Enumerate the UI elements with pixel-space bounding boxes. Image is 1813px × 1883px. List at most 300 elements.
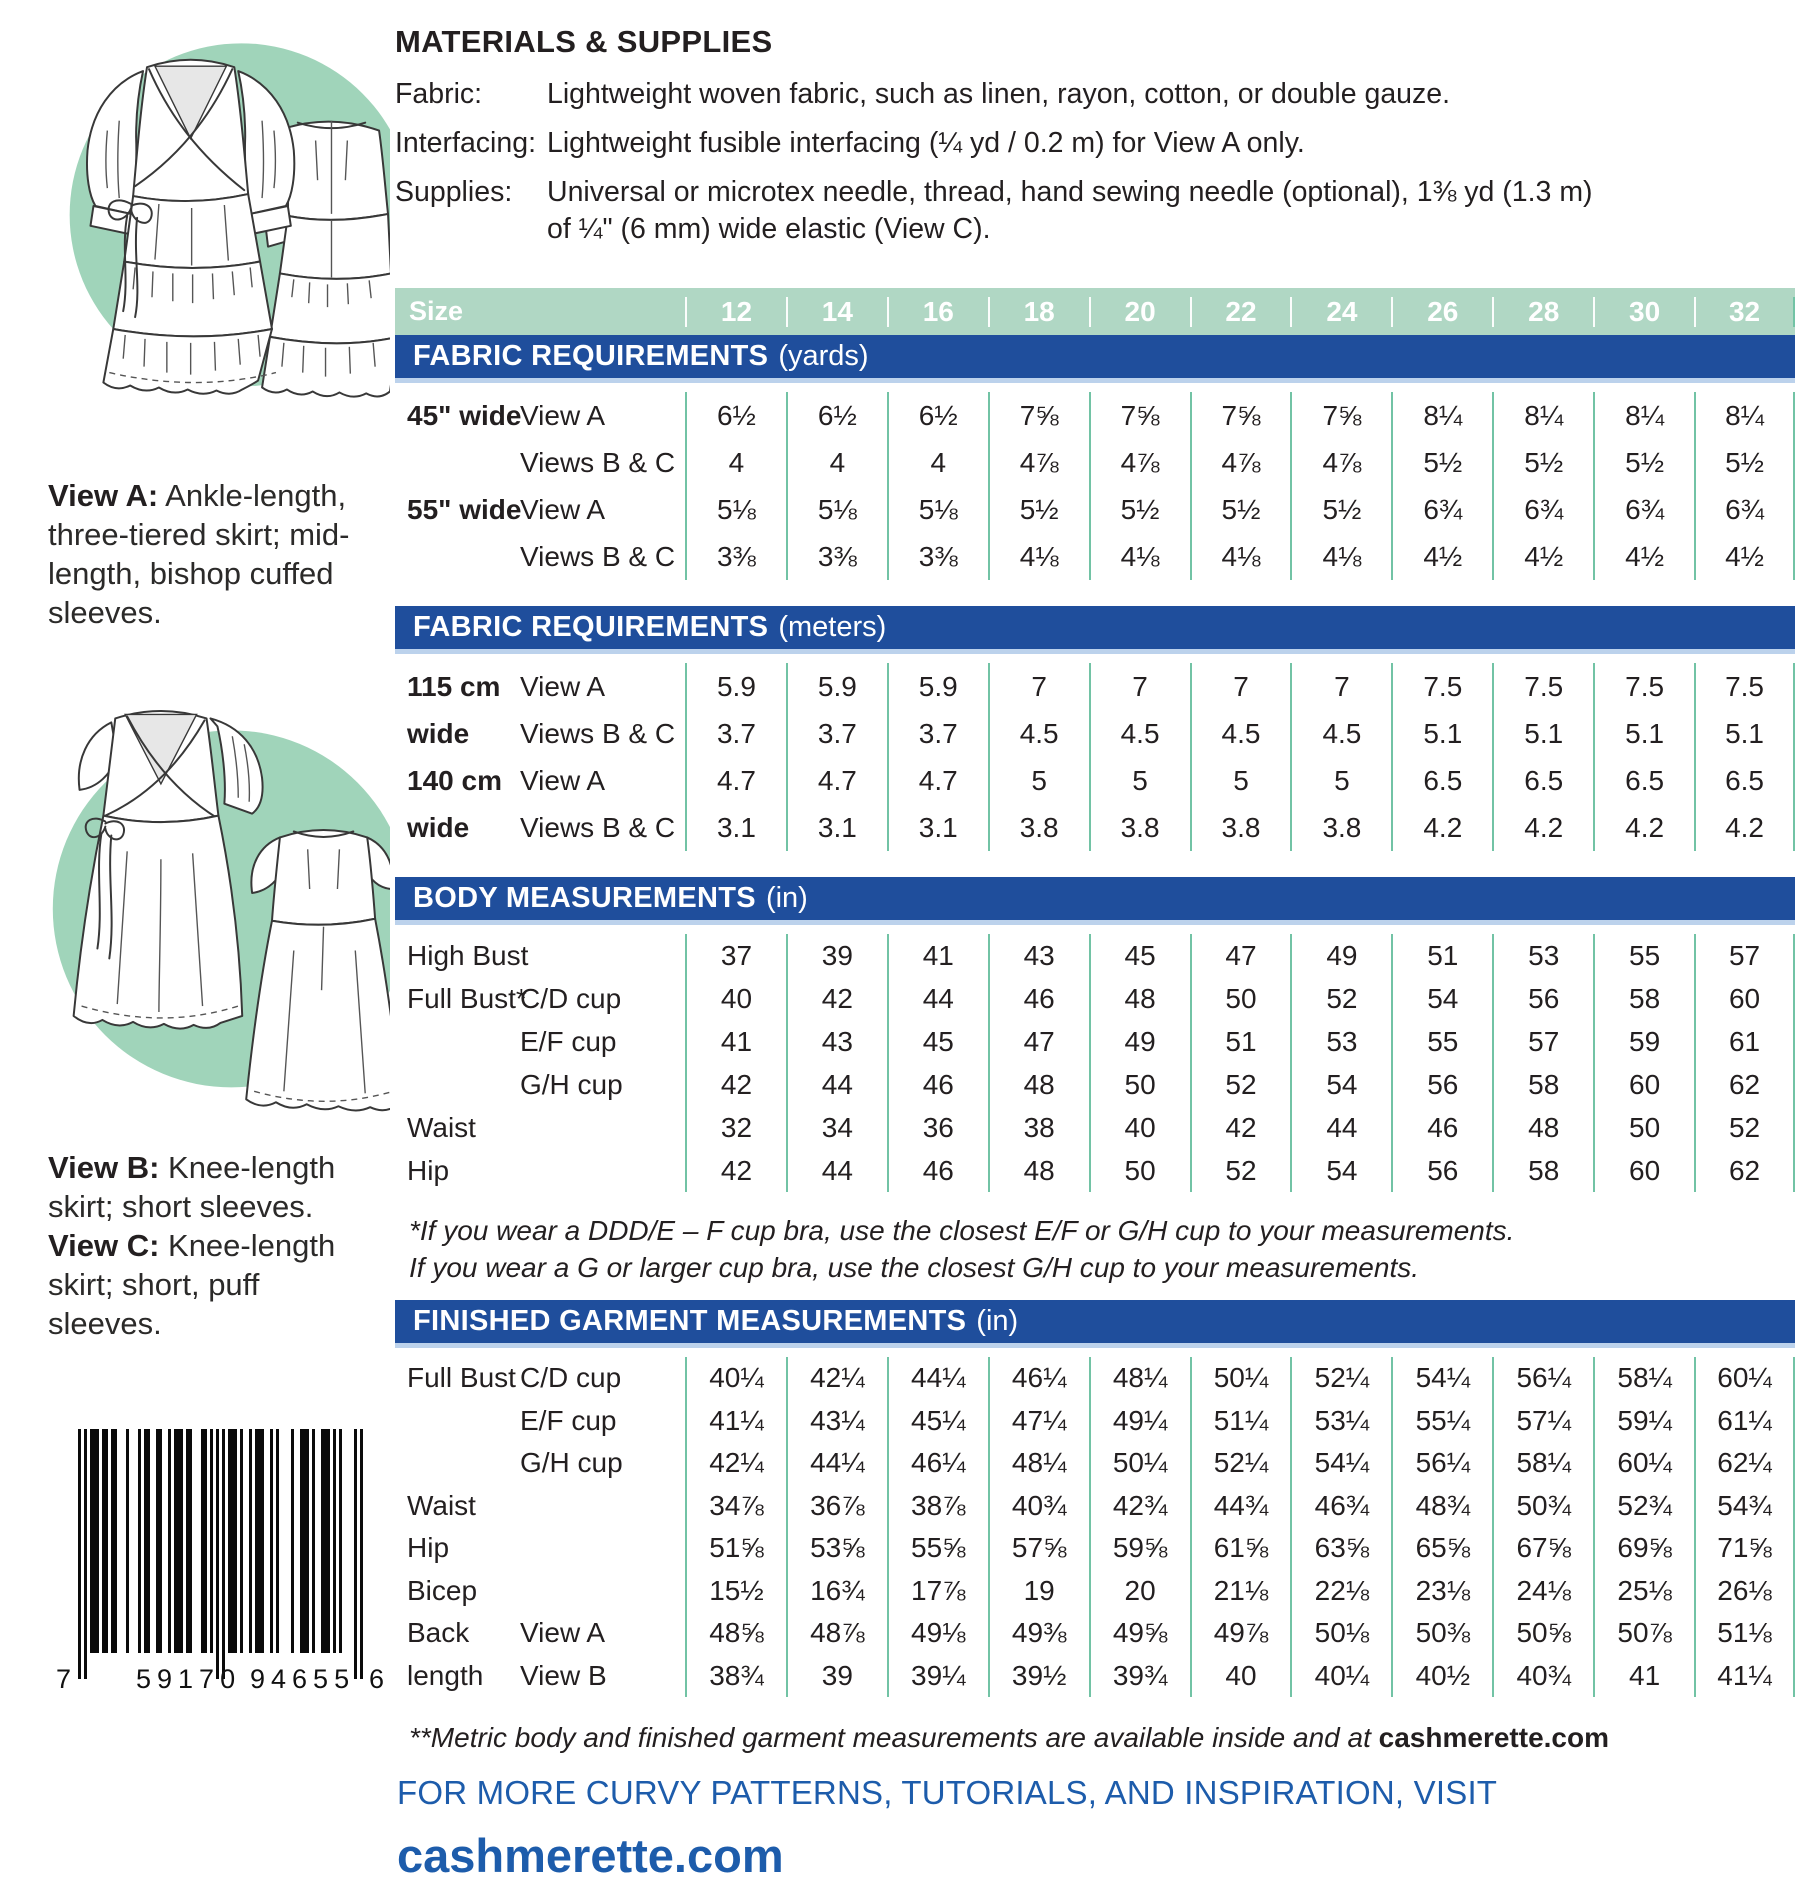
table-cell: 52 [1190,1149,1291,1192]
table-cell: 51⅝ [685,1527,786,1570]
left-column [28,8,390,1701]
table-row [395,977,1795,1020]
table-cell: 4.7 [685,757,786,804]
table-cell: 5½ [1089,486,1190,533]
table-cell: 42 [1190,1106,1291,1149]
materials-text: Lightweight fusible interfacing (¼ yd / 0.2 m) for View A only. [547,127,1305,160]
table-cell: 5.1 [1593,710,1694,757]
section-unit: (yards) [778,340,869,373]
metric-footnote-text: **Metric body and finished garment measurements are available inside and at [409,1721,1379,1753]
barcode-digit: 59170 [136,1664,242,1695]
row-label: 115 cm [407,670,501,702]
table-cell: 17⅞ [887,1569,988,1612]
table-cell: 4.5 [988,710,1089,757]
table-cell: 5.9 [685,663,786,710]
table-cell: 42 [685,1063,786,1106]
row-label: 55" wide [407,493,522,525]
size-header-bar [395,288,1795,335]
right-column [395,18,1795,1883]
table-row [395,1442,1795,1485]
table-cell: 6.5 [1492,757,1593,804]
table-cell: 38⅞ [887,1484,988,1527]
materials-row [395,125,1795,162]
size-value: 14 [786,297,887,327]
table-cell: 51 [1391,934,1492,977]
table-row [395,439,1795,486]
table-cell: 49⅜ [988,1612,1089,1655]
table-cell: 8¼ [1694,392,1795,439]
table-cell: 4.5 [1290,710,1391,757]
table-cell: 3.7 [685,710,786,757]
table-cell: 6¾ [1391,486,1492,533]
table-cell: 63⅝ [1290,1527,1391,1570]
table-cell: 47¼ [988,1399,1089,1442]
table-cell: 5½ [1492,439,1593,486]
table-cell: 45 [1089,934,1190,977]
table-cell: 48 [1089,977,1190,1020]
view-a-illustration [28,8,390,400]
table-cell: 25⅛ [1593,1569,1694,1612]
table-cell: 51⅛ [1694,1612,1795,1655]
row-label: 140 cm [407,764,502,796]
table-cell: 4½ [1694,533,1795,580]
table-cell: 46 [887,1149,988,1192]
materials-label: Fabric: [395,78,483,110]
table-cell: 62 [1694,1063,1795,1106]
table-cell: 5.9 [887,663,988,710]
row-sublabel: View A [520,399,606,431]
materials-label: Interfacing: [395,127,536,160]
dress-view-bc-drawing [28,652,390,1130]
table-cell: 61¼ [1694,1399,1795,1442]
table-cell: 4.7 [786,757,887,804]
size-value: 22 [1190,297,1291,327]
metric-footnote [409,1722,1795,1754]
table-cell: 48⅝ [685,1612,786,1655]
table-cell: 7.5 [1593,663,1694,710]
table-cell: 47 [988,1020,1089,1063]
table-row [395,1527,1795,1570]
size-header-label: Size [409,296,464,327]
table-cell: 40¾ [1492,1654,1593,1697]
row-label: Full Bust [407,1362,516,1394]
table-cell: 42 [786,977,887,1020]
table-cell: 34 [786,1106,887,1149]
section-band [395,1300,1795,1348]
table-cell: 38¾ [685,1654,786,1697]
table-cell: 46 [887,1063,988,1106]
row-label: wide [407,811,470,843]
materials-text: Lightweight woven fabric, such as linen, rayon, cotton, or double gauze. [547,78,1451,110]
table-body [395,925,1795,1201]
section-band [395,606,1795,654]
table-cell: 41 [1593,1654,1694,1697]
table-row [395,392,1795,439]
row-sublabel: E/F cup [520,1025,617,1057]
table-cell: 6½ [786,392,887,439]
size-value: 30 [1593,297,1694,327]
table-cell: 43 [786,1020,887,1063]
section-body-measurements [395,877,1795,1201]
table-row [395,1569,1795,1612]
table-cell: 4⅞ [1190,439,1291,486]
table-cell: 49¼ [1089,1399,1190,1442]
table-cell: 5 [1190,757,1291,804]
table-cell: 40¼ [1290,1654,1391,1697]
footer-website: cashmerette.com [397,1828,784,1882]
table-row [395,1612,1795,1655]
view-a-description [48,476,378,632]
table-cell: 44¼ [887,1357,988,1400]
row-sublabel: G/H cup [520,1447,623,1479]
table-row [395,934,1795,977]
table-cell: 7⅝ [1089,392,1190,439]
table-cell: 8¼ [1593,392,1694,439]
table-cell: 21⅛ [1190,1569,1291,1612]
table-cell: 4.7 [887,757,988,804]
table-cell: 57 [1492,1020,1593,1063]
row-label: Hip [407,1154,450,1186]
cup-footnote [409,1213,1795,1286]
table-cell: 60 [1593,1063,1694,1106]
table-cell: 48¾ [1391,1484,1492,1527]
table-cell: 53⅝ [786,1527,887,1570]
table-cell: 60¼ [1593,1442,1694,1485]
table-row [395,804,1795,851]
table-cell: 43¼ [786,1399,887,1442]
table-cell: 3.8 [1089,804,1190,851]
table-cell: 55¼ [1391,1399,1492,1442]
cup-footnote-line2: If you wear a G or larger cup bra, use the closest G/H cup to your measurements. [409,1251,1420,1283]
size-value: 32 [1694,297,1795,327]
table-cell: 5.1 [1391,710,1492,757]
table-cell: 4.2 [1391,804,1492,851]
row-label: Full Bust* [407,982,527,1014]
table-cell: 8¼ [1492,392,1593,439]
table-cell: 19 [988,1569,1089,1612]
table-cell: 24⅛ [1492,1569,1593,1612]
table-cell: 36 [887,1106,988,1149]
size-value: 18 [988,297,1089,327]
table-cell: 58¼ [1593,1357,1694,1400]
row-label: Waist [407,1111,476,1143]
table-cell: 22⅛ [1290,1569,1391,1612]
table-cell: 44¼ [786,1442,887,1485]
row-sublabel: C/D cup [520,1362,622,1394]
size-value: 20 [1089,297,1190,327]
view-b-label: View B: [48,1150,160,1186]
table-cell: 49⅝ [1089,1612,1190,1655]
table-cell: 5½ [1391,439,1492,486]
row-label: Hip [407,1532,450,1564]
dress-view-a-drawing [28,8,390,400]
table-cell: 4⅛ [1190,533,1291,580]
table-cell: 52 [1190,1063,1291,1106]
table-cell: 8¼ [1391,392,1492,439]
table-cell: 48 [988,1063,1089,1106]
materials-row [395,174,1795,248]
table-cell: 6½ [887,392,988,439]
footer-visit-line: FOR MORE CURVY PATTERNS, TUTORIALS, AND INSPIRATION, VISIT [397,1773,1498,1811]
table-cell: 39½ [988,1654,1089,1697]
table-cell: 49 [1290,934,1391,977]
table-cell: 59⅝ [1089,1527,1190,1570]
table-row [395,1357,1795,1400]
row-sublabel: View B [520,1659,607,1691]
table-cell: 7 [1190,663,1291,710]
table-cell: 16¾ [786,1569,887,1612]
size-value: 24 [1290,297,1391,327]
row-sublabel: View A [520,764,606,796]
table-cell: 4.2 [1694,804,1795,851]
table-cell: 4⅞ [1290,439,1391,486]
table-cell: 5½ [1694,439,1795,486]
table-cell: 7.5 [1391,663,1492,710]
table-cell: 5½ [988,486,1089,533]
row-label: Waist [407,1489,476,1521]
table-row [395,757,1795,804]
table-cell: 52¼ [1290,1357,1391,1400]
table-cell: 4⅛ [988,533,1089,580]
table-cell: 54 [1290,1149,1391,1192]
table-cell: 7 [1089,663,1190,710]
section-title: FABRIC REQUIREMENTS [413,340,769,373]
table-cell: 5 [1089,757,1190,804]
table-cell: 4.5 [1190,710,1291,757]
metric-footnote-site: cashmerette.com [1378,1721,1609,1753]
table-cell: 55⅝ [887,1527,988,1570]
table-cell: 53¼ [1290,1399,1391,1442]
table-cell: 51¼ [1190,1399,1291,1442]
table-cell: 6¾ [1593,486,1694,533]
table-row [395,710,1795,757]
cup-footnote-line1: *If you wear a DDD/E – F cup bra, use the closest E/F or G/H cup to your measurements. [409,1215,1515,1247]
size-value: 12 [685,297,786,327]
section-unit: (in) [976,1304,1019,1337]
table-cell: 50¼ [1190,1357,1291,1400]
row-sublabel: C/D cup [520,982,622,1014]
table-cell: 48 [988,1149,1089,1192]
table-cell: 57⅝ [988,1527,1089,1570]
table-cell: 4⅛ [1290,533,1391,580]
table-cell: 36⅞ [786,1484,887,1527]
table-cell: 3.8 [988,804,1089,851]
table-cell: 23⅛ [1391,1569,1492,1612]
row-label: Back [407,1617,470,1649]
table-cell: 7⅝ [988,392,1089,439]
table-cell: 7 [1290,663,1391,710]
table-cell: 65⅝ [1391,1527,1492,1570]
table-cell: 56¼ [1391,1442,1492,1485]
table-cell: 50¾ [1492,1484,1593,1527]
table-cell: 40¾ [988,1484,1089,1527]
table-cell: 46 [1391,1106,1492,1149]
table-cell: 3.7 [887,710,988,757]
section-band [395,335,1795,383]
table-cell: 54¼ [1290,1442,1391,1485]
table-row [395,1149,1795,1192]
table-cell: 67⅝ [1492,1527,1593,1570]
table-cell: 4½ [1492,533,1593,580]
table-cell: 3.1 [786,804,887,851]
row-label: wide [407,717,470,749]
table-cell: 46¼ [887,1442,988,1485]
table-cell: 52 [1290,977,1391,1020]
table-cell: 50 [1089,1149,1190,1192]
table-cell: 39 [786,1654,887,1697]
table-cell: 41 [685,1020,786,1063]
table-cell: 38 [988,1106,1089,1149]
table-cell: 6½ [685,392,786,439]
table-cell: 4 [685,439,786,486]
table-cell: 58 [1593,977,1694,1020]
table-cell: 44 [786,1063,887,1106]
barcode-digit: 94655 [250,1664,356,1695]
table-cell: 60 [1593,1149,1694,1192]
table-cell: 44 [1290,1106,1391,1149]
table-cell: 61 [1694,1020,1795,1063]
table-cell: 7.5 [1694,663,1795,710]
table-cell: 56 [1391,1149,1492,1192]
size-value: 16 [887,297,988,327]
row-sublabel: Views B & C [520,446,676,478]
table-cell: 37 [685,934,786,977]
table-cell: 44 [786,1149,887,1192]
materials-row [395,76,1795,113]
table-cell: 48 [1492,1106,1593,1149]
table-cell: 4 [887,439,988,486]
table-cell: 42¾ [1089,1484,1190,1527]
table-cell: 5.1 [1694,710,1795,757]
table-cell: 58 [1492,1149,1593,1192]
table-cell: 59 [1593,1020,1694,1063]
table-cell: 42¼ [786,1357,887,1400]
materials-list [395,76,1795,248]
row-sublabel: E/F cup [520,1404,617,1436]
table-cell: 45 [887,1020,988,1063]
view-b-text: Knee-length skirt; short sleeves. [48,1150,336,1225]
table-cell: 58 [1492,1063,1593,1106]
table-cell: 3.8 [1190,804,1291,851]
table-cell: 56 [1492,977,1593,1020]
table-cell: 41¼ [685,1399,786,1442]
row-sublabel: View A [520,670,606,702]
view-a-label: View A: [48,478,159,513]
row-sublabel: Views B & C [520,811,676,843]
table-cell: 6.5 [1694,757,1795,804]
table-cell: 52¼ [1190,1442,1291,1485]
row-sublabel: Views B & C [520,540,676,572]
table-cell: 49⅛ [887,1612,988,1655]
barcode-digit: 6 [368,1664,384,1695]
table-cell: 4 [786,439,887,486]
table-body [395,654,1795,860]
table-cell: 48¼ [1089,1357,1190,1400]
table-cell: 58¼ [1492,1442,1593,1485]
table-cell: 56¼ [1492,1357,1593,1400]
table-cell: 55 [1593,934,1694,977]
table-cell: 34⅞ [685,1484,786,1527]
table-cell: 40 [1190,1654,1291,1697]
table-cell: 71⅝ [1694,1527,1795,1570]
table-cell: 4⅞ [1089,439,1190,486]
table-cell: 54 [1391,977,1492,1020]
row-sublabel: View A [520,493,606,525]
table-cell: 47 [1190,934,1291,977]
table-row [395,1063,1795,1106]
view-c-label: View C: [48,1228,160,1264]
table-cell: 61⅝ [1190,1527,1291,1570]
barcode-bars [78,1429,365,1683]
table-cell: 5.1 [1492,710,1593,757]
materials-title: MATERIALS & SUPPLIES [395,24,773,59]
table-cell: 39 [786,934,887,977]
table-cell: 40½ [1391,1654,1492,1697]
table-cell: 44 [887,977,988,1020]
table-cell: 4½ [1391,533,1492,580]
table-cell: 60 [1694,977,1795,1020]
table-cell: 5 [988,757,1089,804]
row-sublabel: Views B & C [520,717,676,749]
table-cell: 4⅛ [1089,533,1190,580]
table-cell: 5⅛ [786,486,887,533]
table-cell: 54 [1290,1063,1391,1106]
section-fabric-meters [395,606,1795,860]
table-cell: 42 [685,1149,786,1192]
table-cell: 4.5 [1089,710,1190,757]
table-cell: 7⅝ [1190,392,1291,439]
table-cell: 48⅞ [786,1612,887,1655]
table-cell: 48¼ [988,1442,1089,1485]
table-cell: 52 [1694,1106,1795,1149]
table-cell: 50 [1190,977,1291,1020]
table-cell: 3⅜ [786,533,887,580]
table-row [395,486,1795,533]
table-cell: 50⅜ [1391,1612,1492,1655]
view-c-text: Knee-length skirt; short, puff sleeves. [48,1228,336,1342]
size-values [685,288,1795,335]
table-cell: 53 [1492,934,1593,977]
table-cell: 50 [1593,1106,1694,1149]
table-cell: 40¼ [685,1357,786,1400]
table-cell: 4½ [1593,533,1694,580]
table-cell: 5⅛ [887,486,988,533]
table-cell: 26⅛ [1694,1569,1795,1612]
table-cell: 49 [1089,1020,1190,1063]
table-cell: 62¼ [1694,1442,1795,1485]
table-cell: 59¼ [1593,1399,1694,1442]
upc-barcode [56,1429,384,1701]
table-cell: 42¼ [685,1442,786,1485]
table-cell: 54¼ [1391,1357,1492,1400]
view-bc-description [48,1148,378,1343]
table-cell: 50⅛ [1290,1612,1391,1655]
size-value: 28 [1492,297,1593,327]
table-cell: 57¼ [1492,1399,1593,1442]
row-label: 45" wide [407,399,522,431]
materials-label: Supplies: [395,176,513,209]
row-label: Bicep [407,1574,478,1606]
size-value: 26 [1391,297,1492,327]
table-cell: 3.8 [1290,804,1391,851]
table-cell: 7⅝ [1290,392,1391,439]
table-cell: 5½ [1190,486,1291,533]
table-cell: 44¾ [1190,1484,1291,1527]
table-cell: 5½ [1593,439,1694,486]
table-cell: 56 [1391,1063,1492,1106]
table-cell: 6¾ [1694,486,1795,533]
table-cell: 46¾ [1290,1484,1391,1527]
